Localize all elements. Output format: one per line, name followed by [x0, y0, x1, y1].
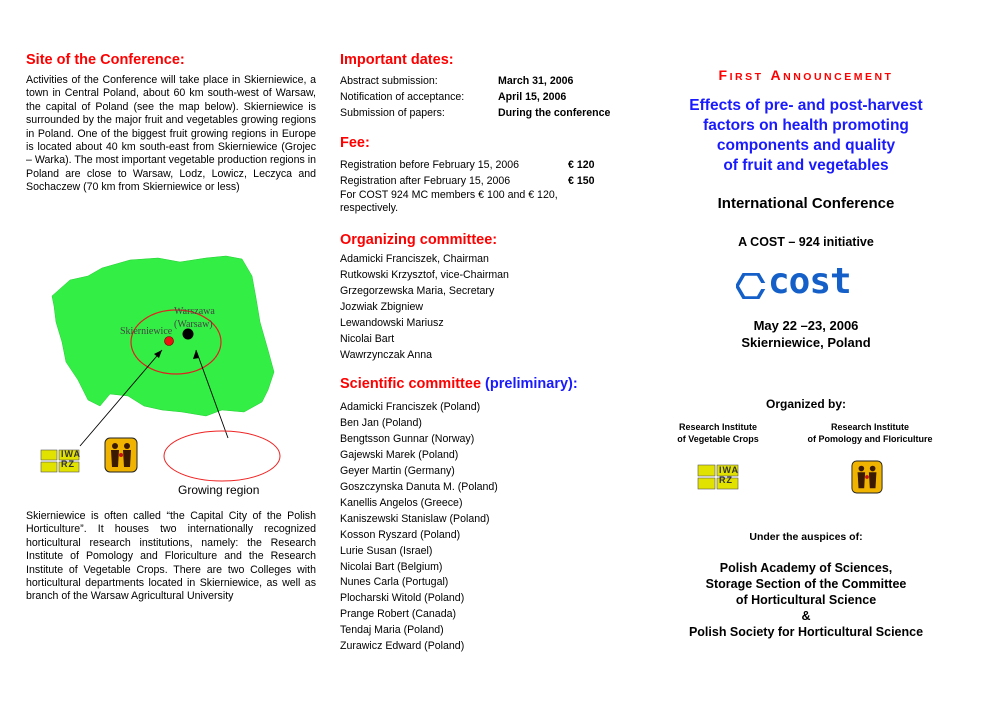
- fee-label: Registration before February 15, 2006: [340, 159, 520, 171]
- site-paragraph-2: Skierniewice is often called “the Capital City of the Polish Horticulture”. It houses two internationally recognized horticultural research institutions, namely: the Research Institute of Pomology and Floriculture and the Research Institute of Vegetable Crops. There are two Colleges with horticultural departments located in Skierniewice, as well as branch of the Warsaw Agricultural University: [26, 510, 316, 603]
- fee-table: [340, 157, 600, 216]
- warszawa-label: Warszawa: [174, 306, 215, 317]
- title-line: components and quality: [716, 137, 896, 154]
- list-item: Lurie Susan (Israel): [340, 544, 433, 557]
- list-item: Ben Jan (Poland): [340, 416, 422, 429]
- announcement-initial: A: [770, 67, 784, 83]
- skierniewice-marker: [165, 337, 174, 346]
- date-label: Notification of acceptance:: [340, 91, 465, 103]
- institute-line: of Vegetable Crops: [677, 434, 759, 444]
- auspices-line: Polish Academy of Sciences,: [719, 561, 893, 575]
- iwarz-logo: [40, 448, 80, 474]
- pomology-logo-right: [851, 460, 883, 499]
- cost-initiative: A COST – 924 initiative: [738, 235, 874, 249]
- date-label: Submission of papers:: [340, 107, 445, 119]
- list-item: Rutkowski Krzysztof, vice-Chairman: [340, 268, 509, 281]
- growing-region-ellipse: [164, 431, 280, 481]
- scientific-heading-note: (preliminary):: [485, 376, 578, 392]
- announcement-rest: NNOUNCEMENT: [783, 71, 894, 83]
- pomology-logo: [104, 437, 138, 478]
- auspices-list: [660, 560, 952, 640]
- list-item: Goszczynska Danuta M. (Poland): [340, 480, 498, 493]
- cost-logo-text: cost: [768, 261, 851, 302]
- fee-row: [340, 157, 600, 173]
- skierniewice-label: Skierniewice: [120, 326, 173, 337]
- list-item: Adamicki Franciszek, Chairman: [340, 253, 489, 265]
- list-item: Nunes Carla (Portugal): [340, 576, 449, 589]
- institute-line: Research Institute: [830, 422, 910, 432]
- list-item: Adamicki Franciszek (Poland): [340, 401, 481, 413]
- list-item: Tendaj Maria (Poland): [340, 624, 444, 637]
- list-item: Wawrzynczak Anna: [340, 348, 433, 361]
- dates-row: [340, 105, 640, 121]
- list-item: Lewandowski Mariusz: [340, 316, 444, 329]
- fee-value: € 120: [568, 159, 595, 171]
- list-item: Zurawicz Edward (Poland): [340, 640, 465, 653]
- institute-vegetable: [660, 421, 776, 445]
- conference-title: [660, 96, 952, 176]
- list-item: Grzegorzewska Maria, Secretary: [340, 284, 495, 297]
- date-value: April 15, 2006: [498, 91, 567, 103]
- event-place-line: Skierniewice, Poland: [741, 335, 871, 350]
- list-item: Kaniszewski Stanislaw (Poland): [340, 512, 490, 525]
- auspices-line: Storage Section of the Committee: [705, 577, 907, 591]
- event-dates: [660, 317, 952, 351]
- first-rest: IRST: [729, 71, 764, 83]
- title-line: Effects of pre- and post-harvest: [689, 97, 923, 114]
- list-item: Nicolai Bart (Belgium): [340, 560, 443, 573]
- institute-line: of Pomology and Floriculture: [807, 434, 933, 444]
- site-paragraph: Activities of the Conference will take place in Skierniewice, a town in Central Poland, about 60 km south-west of Warsaw, the capital of Poland (see the map below). Skierniewice is surrounded by the major fruit and vegetables growing regions in Poland. One of the biggest fruit growing regions in Europe is located about 40 km south-east from Skierniewice (Grojec – Warka). The most important vegetable production regions in Poland are close to Warsaw, Lodz, Lowicz, Leczyca and Sochaczew (70 km from Skierniewice or less): [26, 74, 316, 194]
- list-item: Jozwiak Zbigniew: [340, 300, 424, 313]
- scientific-list: [340, 400, 498, 655]
- fee-label: Registration after February 15, 2006: [340, 175, 511, 187]
- conference-type: International Conference: [717, 195, 895, 212]
- growing-region-label: Growing region: [178, 483, 260, 497]
- scientific-heading: [340, 376, 578, 392]
- dates-table: [340, 73, 640, 121]
- fee-row: [340, 173, 600, 189]
- warsaw-label: (Warsaw): [174, 319, 213, 330]
- title-line: factors on health promoting: [703, 117, 909, 134]
- date-value: During the conference: [498, 107, 611, 119]
- scientific-heading-text: Scientific committee: [340, 376, 482, 392]
- auspices-line: of Horticultural Science: [735, 593, 877, 607]
- list-item: Gajewski Marek (Poland): [340, 448, 459, 461]
- iwarz-logo-text: IWA RZ: [61, 449, 81, 469]
- list-item: Plocharski Witold (Poland): [340, 592, 465, 605]
- list-item: Kosson Ryszard (Poland): [340, 528, 461, 541]
- dates-heading: Important dates:: [340, 52, 454, 68]
- date-label: Abstract submission:: [340, 75, 438, 87]
- fee-note: For COST 924 MC members € 100 and € 120, respectively.: [340, 189, 558, 215]
- list-item: Bengtsson Gunnar (Norway): [340, 432, 475, 445]
- iwarz-logo-right-text: IWA RZ: [719, 465, 739, 485]
- date-value: March 31, 2006: [498, 75, 574, 87]
- cost-logo-mark: [736, 273, 766, 299]
- list-item: Prange Robert (Canada): [340, 608, 457, 621]
- first-initial: F: [718, 67, 730, 83]
- list-item: Geyer Martin (Germany): [340, 464, 455, 477]
- auspices-label: Under the auspices of:: [749, 531, 863, 543]
- auspices-line: &: [801, 609, 811, 623]
- warsaw-marker: [183, 329, 194, 340]
- fee-value: € 150: [568, 175, 595, 187]
- institute-line: Research Institute: [678, 422, 758, 432]
- list-item: Kanellis Angelos (Greece): [340, 496, 463, 509]
- organized-by-label: Organized by:: [765, 397, 846, 411]
- event-date-line: May 22 –23, 2006: [753, 318, 859, 333]
- organizing-heading: Organizing committee:: [340, 232, 498, 248]
- auspices-line: Polish Society for Horticultural Science: [688, 625, 924, 639]
- list-item: Nicolai Bart: [340, 332, 395, 345]
- first-announcement-label: [660, 67, 952, 85]
- dates-row: [340, 89, 640, 105]
- dates-row: [340, 73, 640, 89]
- institute-pomology: [788, 421, 952, 445]
- fee-heading: Fee:: [340, 135, 370, 151]
- iwarz-logo-right: [697, 463, 739, 491]
- organizing-list: [340, 252, 509, 364]
- cost-logo: [736, 261, 876, 304]
- site-heading: Site of the Conference:: [26, 52, 185, 68]
- title-line: of fruit and vegetables: [723, 157, 889, 174]
